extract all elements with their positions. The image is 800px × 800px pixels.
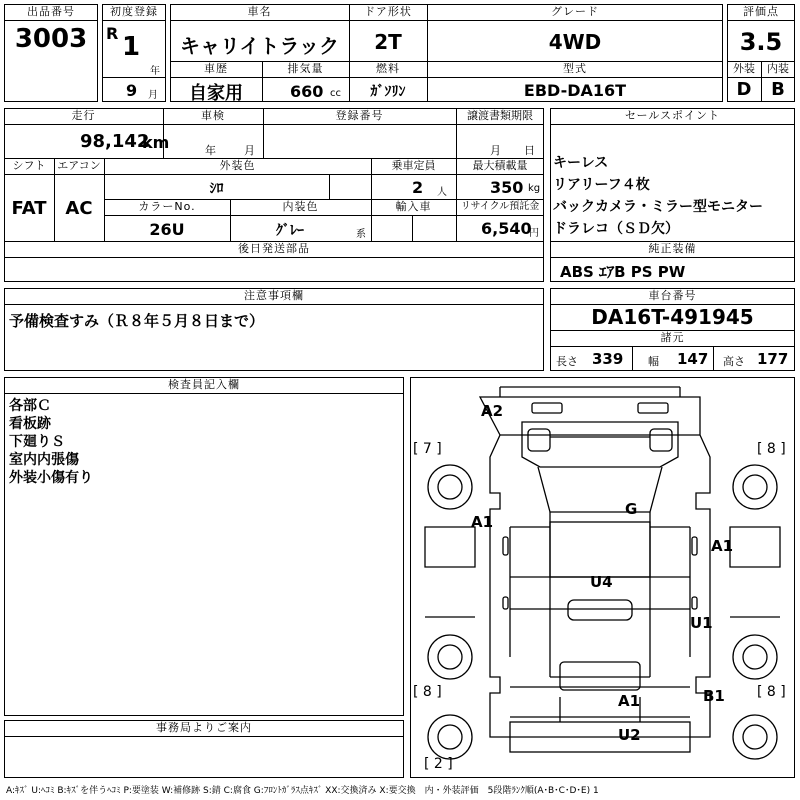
cc-unit: cc <box>330 88 341 99</box>
fuel: ｶﾞｿﾘﾝ <box>370 84 406 100</box>
damage-mark: B1 <box>703 687 725 705</box>
color-no-label: カラーNo. <box>138 200 196 213</box>
tire-label-front-right: [ 8 ] <box>757 441 786 457</box>
height-label: 高さ <box>723 355 745 368</box>
recycle-label: リサイクル預託金 <box>460 201 540 212</box>
era: R <box>106 24 119 43</box>
damage-mark: A1 <box>711 537 734 555</box>
car-name-label: 車名 <box>247 5 272 18</box>
plate-label: 登録番号 <box>335 109 384 122</box>
length: 339 <box>592 350 624 368</box>
month-unit: 月 <box>148 90 158 101</box>
model-label: 型式 <box>563 62 587 75</box>
year-unit: 年 <box>150 66 160 77</box>
sales-points-label: セールスポイント <box>624 109 720 122</box>
exterior-grade: D <box>736 79 752 100</box>
history: 自家用 <box>189 83 243 104</box>
tire-label-spare: [ 2 ] <box>424 756 453 772</box>
inspector-note: 室内内張傷 <box>9 452 79 468</box>
recycle-fee: 6,540 <box>481 219 532 238</box>
chassis-label: 車台番号 <box>648 289 697 302</box>
score-label: 評価点 <box>743 5 779 18</box>
later-parts-label: 後日発送部品 <box>238 242 310 255</box>
width: 147 <box>677 350 709 368</box>
inspector-note: 外装小傷有り <box>9 470 93 486</box>
import-label: 輸入車 <box>395 200 432 213</box>
height: 177 <box>757 350 789 368</box>
transfer-month-unit: 月 <box>490 144 501 157</box>
capacity-unit: 人 <box>437 187 447 198</box>
interior-color: ｸﾞﾚｰ <box>276 223 304 239</box>
recycle-unit: 円 <box>529 228 539 239</box>
inspection-month-unit: 月 <box>244 144 255 157</box>
model: EBD-DA16T <box>523 81 627 100</box>
car-name: キャリイトラック <box>180 34 339 58</box>
tire-label-rear-right: [ 8 ] <box>757 684 786 700</box>
sales-point: リアリーフ４枚 <box>553 177 650 193</box>
max-load: 350 <box>490 178 524 197</box>
history-label: 車歴 <box>204 62 228 75</box>
exterior-color-label: 外装色 <box>219 159 256 172</box>
chassis-number: DA16T-491945 <box>591 305 754 329</box>
inspection-year-unit: 年 <box>205 144 216 157</box>
capacity-label: 乗車定員 <box>391 159 436 172</box>
color-no: 26U <box>149 220 185 239</box>
mileage: 98,142 <box>80 131 150 152</box>
displacement: 660 <box>290 82 324 101</box>
ac-label: エアコン <box>57 159 101 172</box>
inspection-label: 車検 <box>201 109 225 122</box>
grade-label: グレード <box>551 5 599 18</box>
inspector-note: 看板跡 <box>9 416 51 432</box>
damage-mark: U4 <box>590 573 613 591</box>
shift: FAT <box>11 198 47 219</box>
damage-mark: A1 <box>471 513 494 531</box>
ac: AC <box>65 198 93 219</box>
width-label: 幅 <box>648 355 659 368</box>
lot-number: 3003 <box>14 24 88 54</box>
inspector-label: 検査員記入欄 <box>168 378 240 391</box>
damage-mark: A2 <box>481 402 504 420</box>
registration-month: 9 <box>126 81 138 100</box>
fuel-label: 燃料 <box>376 62 400 75</box>
damage-mark: G <box>625 500 638 518</box>
notes-text: 予備検査すみ（Ｒ８年５月８日まで） <box>9 312 265 330</box>
sales-point: バックカメラ・ミラー型モニター <box>553 199 763 215</box>
tire-label-rear-left: [ 8 ] <box>413 684 442 700</box>
inspector-note: 各部Ｃ <box>9 398 51 414</box>
registration-year: 1 <box>122 32 141 62</box>
transfer-deadline-label: 譲渡書類期限 <box>467 109 533 122</box>
displacement-label: 排気量 <box>287 62 324 75</box>
damage-mark: U1 <box>690 614 713 632</box>
interior-color-suffix: 系 <box>356 229 366 240</box>
capacity: 2 <box>412 178 424 197</box>
shift-label: シフト <box>12 159 46 172</box>
office-label: 事務局よりご案内 <box>156 721 252 734</box>
interior-grade: B <box>771 79 785 100</box>
door-label: ドア形状 <box>364 5 412 18</box>
dimensions-label: 諸元 <box>660 331 685 344</box>
inspector-box <box>4 377 404 716</box>
equipment: ABS ｴｱB PS PW <box>560 263 686 281</box>
door-type: 2T <box>374 30 402 54</box>
legend: A:ｷｽﾞ U:ﾍｺﾐ B:ｷｽﾞを伴うﾍｺﾐ P:要塗装 W:補修跡 S:錆 C:腐食 G:ﾌﾛﾝﾄｶﾞﾗｽ点ｷｽﾞ XX:交換済み X:要交換 内・外装評価 5段階ﾗﾝｸ順(A･B･C･D･E) 1 <box>6 786 599 796</box>
damage-mark: A1 <box>618 692 641 710</box>
transfer-day-unit: 日 <box>524 144 535 157</box>
notes-label: 注意事項欄 <box>244 289 304 302</box>
max-load-unit: kg <box>528 183 541 194</box>
mileage-label: 走行 <box>71 109 96 122</box>
exterior-color: ｼﾛ <box>209 181 224 197</box>
inspector-note: 下廻りＳ <box>9 434 65 450</box>
mileage-unit: km <box>142 133 170 152</box>
sales-point: キーレス <box>553 155 609 171</box>
first-registration-label: 初度登録 <box>110 5 158 18</box>
sales-point: ドラレコ（ＳＤ欠） <box>553 221 679 237</box>
max-load-label: 最大積載量 <box>472 159 528 172</box>
exterior-grade-label: 外装 <box>733 62 755 75</box>
interior-grade-label: 内装 <box>767 62 789 75</box>
equipment-label: 純正装備 <box>648 242 697 255</box>
length-label: 長さ <box>556 355 578 368</box>
interior-color-label: 内装色 <box>282 200 319 213</box>
grade: 4WD <box>548 30 602 54</box>
damage-mark: U2 <box>618 726 641 744</box>
tire-label-front-left: [ 7 ] <box>413 441 442 457</box>
lot-number-label: 出品番号 <box>27 5 75 18</box>
score: 3.5 <box>739 28 783 56</box>
